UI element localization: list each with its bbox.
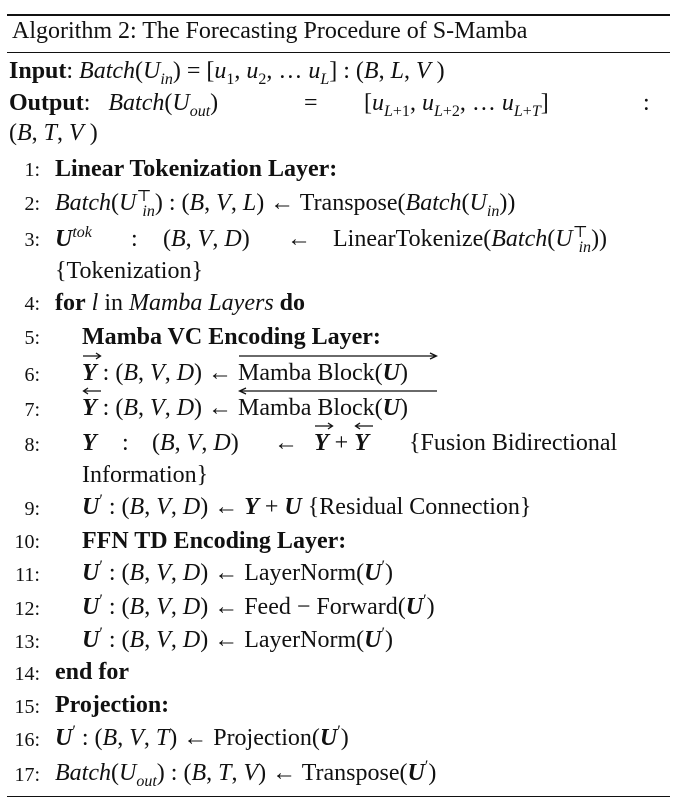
step-number: 1:: [24, 159, 40, 181]
batch-word: Batch: [405, 190, 462, 216]
step-number: 12:: [14, 598, 40, 620]
step-number: 16:: [14, 729, 40, 751]
output-line-cont: (B, T, V ): [9, 120, 98, 146]
step-linear-tokenization-header: Linear Tokenization Layer:: [55, 156, 338, 182]
in-keyword: in: [104, 290, 123, 316]
step-number: 10:: [14, 531, 40, 553]
projection-word: Projection: [213, 725, 312, 751]
comment-fusion: {Fusion Bidirectional: [409, 430, 618, 456]
right-arrow-icon: [314, 422, 334, 430]
transpose-word: Transpose: [301, 760, 400, 786]
batch-word: Batch: [79, 58, 136, 84]
step-mamba-forward: Y : (B, V, D) ← Mamba Block(U ): [82, 358, 408, 388]
transpose-word: Transpose: [299, 190, 398, 216]
step-number: 9:: [24, 498, 40, 520]
step-feed-forward: U′ : (B, V, D) ← Feed − Forward(U′): [82, 592, 435, 620]
mamba-block-word: Mamba Block: [238, 395, 375, 421]
for-keyword: for: [55, 290, 86, 316]
comment-tokenization: {Tokenization}: [55, 258, 203, 284]
left-arrow-icon: [82, 387, 102, 395]
step-mamba-backward: Y : (B, V, D) ← Mamba Block(U ): [82, 393, 408, 423]
step-number: 7:: [24, 399, 40, 421]
step-number: 15:: [14, 696, 40, 718]
step-residual: U′ : (B, V, D) ← Y + U {Residual Connection}: [82, 492, 532, 520]
step-number: 13:: [14, 631, 40, 653]
step-linear-tokenize: $U^{tok}$ : (B, V, D) ← $LinearTokenize(Batch(U^⊤_{in}))$: [55, 224, 608, 256]
step-number: 5:: [24, 327, 40, 349]
step-ffn-td-header: FFN TD Encoding Layer:: [82, 528, 347, 554]
algorithm-caption: Algorithm 2: The Forecasting Procedure of S-Mamba: [12, 18, 528, 44]
layernorm-word: LayerNorm: [244, 627, 357, 653]
step-fusion: Y : (B, V, D) ← Y + Y {Fusion Bidirectional: [82, 428, 652, 458]
caption-rule: [7, 52, 670, 53]
output-line: Output: $Batch(U_{out})$ = [$u_{L+1}$, $u_{L+2}$, … $u_{L+T}$] :: [9, 90, 650, 120]
batch-word: Batch: [491, 226, 548, 252]
left-arrow-icon: [354, 422, 374, 430]
comment-fusion-cont: Information}: [82, 462, 209, 488]
step-mamba-vc-header: Mamba VC Encoding Layer:: [82, 324, 381, 350]
layernorm-word: LayerNorm: [244, 560, 357, 586]
step-number: 14:: [14, 663, 40, 685]
mamba-block-word: Mamba Block: [238, 360, 375, 386]
step-number: 11:: [15, 564, 40, 586]
linear-tokenize-word: LinearTokenize: [333, 226, 484, 252]
feed-forward-word: Feed − Forward: [244, 594, 398, 620]
batch-word: Batch: [55, 760, 111, 786]
step-number: 6:: [24, 364, 40, 386]
step-projection: U′ : (B, V, T) ← Projection(U′): [55, 723, 349, 751]
step-projection-header: Projection:: [55, 692, 170, 718]
step-number: 3:: [24, 229, 40, 251]
bottom-rule: [7, 796, 670, 797]
step-layernorm-2: U′ : (B, V, D) ← LayerNorm(U′): [82, 625, 393, 653]
step-number: 2:: [24, 193, 40, 215]
mamba-layers-word: Mamba Layers: [129, 290, 274, 316]
right-arrow-icon: [82, 352, 102, 360]
step-end-for: end for: [55, 659, 129, 685]
step-transpose-out: $Batch(U_{out})$ : (B, T, V) ← Transpose(U′): [55, 758, 437, 790]
step-for-loop: for l in Mamba Layers do: [55, 290, 306, 316]
step-transpose: $Batch(U^⊤_{in})$ : (B, V, L) ← $Transpose(Batch(U_{in}))$: [55, 188, 516, 220]
input-line: Input: $Batch(U_{in}) = [u_1$, $u_2$, … $u_L$] : (B, L, V ): [9, 58, 445, 88]
step-number: 17:: [14, 764, 40, 786]
comment-residual: {Residual Connection}: [307, 494, 532, 520]
step-layernorm-1: U′ : (B, V, D) ← LayerNorm(U′): [82, 558, 393, 586]
step-number: 4:: [24, 293, 40, 315]
right-arrow-icon: [238, 352, 438, 360]
top-rule: [7, 14, 670, 16]
output-label: Output: [9, 90, 84, 116]
do-keyword: do: [279, 290, 306, 316]
input-label: Input: [9, 58, 67, 84]
batch-word: Batch: [55, 190, 111, 216]
step-number: 8:: [24, 434, 40, 456]
batch-word: Batch: [108, 90, 165, 116]
left-arrow-icon: [238, 387, 438, 395]
